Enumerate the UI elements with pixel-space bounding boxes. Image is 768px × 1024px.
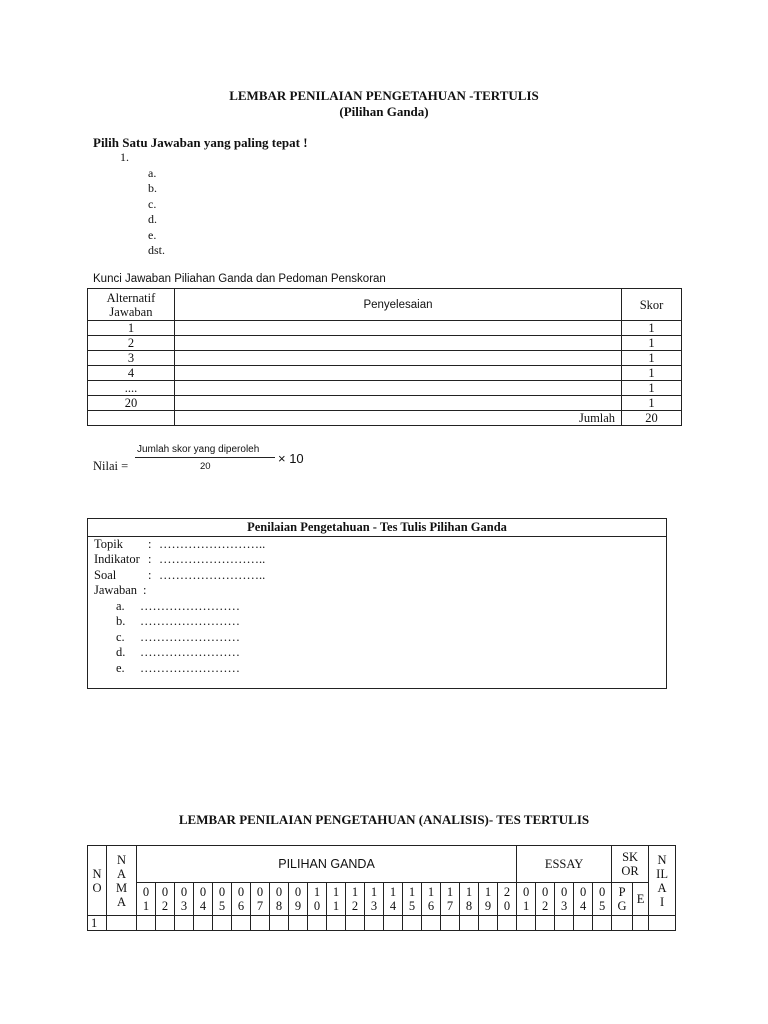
total-label: Jumlah [174, 411, 621, 426]
option-e: e. [148, 228, 157, 242]
essay-question-col-char: 2 [541, 899, 549, 913]
skor-sub-col-char: P [618, 885, 626, 899]
essay-question-col-char: 0 [598, 885, 606, 899]
pg-question-col-char: 6 [237, 899, 245, 913]
field-indikator-label: Indikator [94, 552, 140, 566]
pg-question-col-char: 0 [275, 885, 283, 899]
field-topik-label: Topik [94, 537, 123, 551]
analysis-cell [107, 916, 137, 931]
no-header-char: N [92, 866, 102, 881]
essay-question-col [593, 883, 612, 916]
page-subtitle: (Pilihan Ganda) [339, 104, 429, 119]
no-header-char: O [92, 880, 102, 895]
pg-question-col-char: 0 [256, 885, 264, 899]
analysis-column-row [88, 883, 676, 916]
solution-cell [174, 351, 621, 366]
analysis-cell [649, 916, 676, 931]
pg-question-col [498, 883, 517, 916]
analysis-cell [574, 916, 593, 931]
pilihan-ganda-header: PILIHAN GANDA [137, 846, 517, 883]
analysis-cell [441, 916, 460, 931]
skor-header [612, 846, 649, 883]
pg-question-col-char: 5 [408, 899, 416, 913]
formula-denominator: 20 [200, 461, 211, 472]
eval-option-c-value: …………………… [140, 630, 240, 644]
skor-sub-col-char: G [617, 899, 627, 913]
pg-question-col [156, 883, 175, 916]
nilai-header-char: N [657, 852, 667, 867]
table-row [88, 336, 682, 351]
pg-question-col-char: 3 [180, 899, 188, 913]
pg-question-col-char: 1 [142, 899, 150, 913]
pg-question-col [232, 883, 251, 916]
score-cell: 1 [622, 396, 682, 411]
option-a: a. [148, 166, 157, 180]
analysis-cell [403, 916, 422, 931]
pg-question-col-char: 1 [484, 885, 492, 899]
pg-question-col [365, 883, 384, 916]
option-d: d. [148, 212, 157, 226]
nilai-header-char: A [657, 880, 667, 895]
formula-numerator: Jumlah skor yang diperoleh [137, 444, 260, 455]
pg-question-col-char: 0 [294, 885, 302, 899]
nama-header [107, 846, 137, 916]
nilai-header [649, 846, 676, 916]
pg-question-col [175, 883, 194, 916]
essay-question-col-char: 1 [522, 899, 530, 913]
pg-question-col-char: 1 [465, 885, 473, 899]
essay-question-col-char: 0 [560, 885, 568, 899]
table-row [88, 396, 682, 411]
pg-question-col-char: 4 [199, 899, 207, 913]
pg-question-col-char: 1 [332, 885, 340, 899]
pg-question-col [308, 883, 327, 916]
pg-question-col-char: 7 [446, 899, 454, 913]
evaluation-box [87, 518, 667, 689]
solution-header: Penyelesaian [174, 289, 621, 321]
analysis-cell [422, 916, 441, 931]
analysis-cell [633, 916, 649, 931]
pg-question-col-char: 1 [351, 885, 359, 899]
pg-question-col [441, 883, 460, 916]
field-jawaban-sep: : [143, 583, 147, 597]
pg-question-col [251, 883, 270, 916]
pg-question-col-char: 4 [389, 899, 397, 913]
pg-question-col [289, 883, 308, 916]
pg-question-col-char: 7 [256, 899, 264, 913]
fraction-line [135, 457, 275, 458]
essay-question-col-char: 0 [541, 885, 549, 899]
pg-question-col-char: 8 [275, 899, 283, 913]
total-empty-cell [88, 411, 175, 426]
no-header [88, 846, 107, 916]
pg-question-col-char: 0 [313, 899, 321, 913]
analysis-cell [213, 916, 232, 931]
pg-question-col-char: 8 [465, 899, 473, 913]
analysis-cell [479, 916, 498, 931]
option-b: b. [148, 181, 157, 195]
analysis-cell [612, 916, 633, 931]
pg-question-col-char: 6 [427, 899, 435, 913]
eval-option-a-letter: a. [116, 599, 125, 613]
pg-question-col-char: 2 [351, 899, 359, 913]
row-number: 2 [88, 336, 175, 351]
solution-cell [174, 336, 621, 351]
pg-question-col-char: 0 [199, 885, 207, 899]
eval-option-b-letter: b. [116, 614, 126, 628]
analysis-cell [498, 916, 517, 931]
pg-question-col-char: 1 [313, 885, 321, 899]
pg-question-col-char: 0 [237, 885, 245, 899]
analysis-cell [555, 916, 574, 931]
score-header: Skor [622, 289, 682, 321]
row-number: .... [88, 381, 175, 396]
pg-question-col-char: 3 [370, 899, 378, 913]
pg-question-col-char: 1 [408, 885, 416, 899]
pg-question-col-char: 9 [294, 899, 302, 913]
formula-multiplier: × 10 [278, 451, 304, 466]
field-soal-label: Soal [94, 568, 117, 582]
essay-question-col [574, 883, 593, 916]
analysis-cell [232, 916, 251, 931]
essay-question-col [536, 883, 555, 916]
eval-option-e-value: …………………… [140, 661, 240, 675]
pg-question-col-char: 1 [332, 899, 340, 913]
score-cell: 1 [622, 321, 682, 336]
solution-cell [174, 366, 621, 381]
table-row [88, 366, 682, 381]
instruction: Pilih Satu Jawaban yang paling tepat ! [93, 135, 308, 150]
skor-sub-col [633, 883, 649, 916]
table-row [88, 381, 682, 396]
pg-question-col [403, 883, 422, 916]
row-number: 4 [88, 366, 175, 381]
analysis-cell [137, 916, 156, 931]
nilai-header-char: I [659, 894, 665, 909]
field-topik-value: …………………….. [159, 537, 266, 551]
essay-question-col [555, 883, 574, 916]
analysis-cell [365, 916, 384, 931]
solution-cell [174, 321, 621, 336]
skor-header-line: OR [621, 864, 639, 878]
essay-question-col-char: 0 [579, 885, 587, 899]
field-soal-sep: : [148, 568, 152, 582]
pg-question-col-char: 1 [427, 885, 435, 899]
pg-question-col [137, 883, 156, 916]
analysis-cell [251, 916, 270, 931]
essay-question-col [517, 883, 536, 916]
pg-question-col [194, 883, 213, 916]
pg-question-col-char: 0 [503, 899, 511, 913]
analysis-cell [156, 916, 175, 931]
nama-header-char: A [116, 866, 127, 881]
pg-question-col [384, 883, 403, 916]
eval-option-d-value: …………………… [140, 645, 240, 659]
pg-question-col-char: 2 [161, 899, 169, 913]
pg-question-col [327, 883, 346, 916]
pg-question-col-char: 0 [161, 885, 169, 899]
alt-answer-header-line1: Alternatif [106, 290, 156, 305]
score-cell: 1 [622, 336, 682, 351]
analysis-cell [460, 916, 479, 931]
row-number: 3 [88, 351, 175, 366]
eval-option-c-letter: c. [116, 630, 125, 644]
table-row [88, 321, 682, 336]
field-topik-sep: : [148, 537, 152, 551]
total-value: 20 [622, 411, 682, 426]
analysis-title: LEMBAR PENILAIAN PENGETAHUAN (ANALISIS)- TES TERTULIS [178, 812, 590, 827]
total-row [88, 411, 682, 426]
analysis-cell [289, 916, 308, 931]
field-soal-value: …………………….. [159, 568, 266, 582]
nama-header-char: M [115, 880, 128, 895]
analysis-cell [346, 916, 365, 931]
nilai-header-char: IL [656, 866, 668, 881]
pg-question-col-char: 9 [484, 899, 492, 913]
option-dst: dst. [148, 243, 166, 257]
analysis-cell [175, 916, 194, 931]
pg-question-col-char: 1 [370, 885, 378, 899]
pg-question-col-char: 0 [142, 885, 150, 899]
row-number: 20 [88, 396, 175, 411]
solution-cell [174, 396, 621, 411]
analysis-cell [308, 916, 327, 931]
analysis-cell [536, 916, 555, 931]
score-cell: 1 [622, 366, 682, 381]
nama-header-char: A [116, 894, 127, 909]
field-indikator-sep: : [148, 552, 152, 566]
analysis-cell [384, 916, 403, 931]
page-title: LEMBAR PENILAIAN PENGETAHUAN -TERTULIS [229, 88, 539, 103]
essay-question-col-char: 4 [579, 899, 587, 913]
skor-sub-col-char: E [636, 892, 645, 906]
field-indikator-value: …………………….. [159, 552, 266, 566]
pg-question-col-char: 1 [446, 885, 454, 899]
row-number: 1 [88, 916, 107, 931]
pg-question-col [479, 883, 498, 916]
analysis-cell [593, 916, 612, 931]
pg-question-col-char: 0 [180, 885, 188, 899]
pg-question-col [422, 883, 441, 916]
nama-header-char: N [116, 852, 127, 867]
score-cell: 1 [622, 381, 682, 396]
pg-question-col [460, 883, 479, 916]
essay-header: ESSAY [517, 846, 612, 883]
eval-option-e-letter: e. [116, 661, 125, 675]
pg-question-col [346, 883, 365, 916]
eval-option-d-letter: d. [116, 645, 126, 659]
solution-cell [174, 381, 621, 396]
essay-question-col-char: 0 [522, 885, 530, 899]
analysis-header-row [88, 846, 676, 883]
essay-question-col-char: 5 [598, 899, 606, 913]
essay-question-col-char: 3 [560, 899, 568, 913]
pg-question-col [270, 883, 289, 916]
answer-key-table [87, 288, 682, 426]
option-c: c. [148, 197, 157, 211]
alt-answer-header [88, 289, 175, 321]
eval-option-b-value: …………………… [140, 614, 240, 628]
table-row [88, 351, 682, 366]
skor-header-line: SK [622, 850, 639, 864]
field-jawaban-label: Jawaban [94, 583, 138, 597]
score-cell: 1 [622, 351, 682, 366]
pg-question-col-char: 2 [503, 885, 511, 899]
analysis-cell [194, 916, 213, 931]
analysis-cell [327, 916, 346, 931]
eval-option-a-value: …………………… [140, 599, 240, 613]
pg-question-col-char: 5 [218, 899, 226, 913]
alt-answer-header-line2: Jawaban [109, 304, 153, 319]
skor-sub-col [612, 883, 633, 916]
evaluation-box-header: Penilaian Pengetahuan - Tes Tulis Pilihan Ganda [88, 519, 666, 537]
formula-label: Nilai = [93, 459, 129, 473]
pg-question-col [213, 883, 232, 916]
pg-question-col-char: 0 [218, 885, 226, 899]
analysis-data-row [88, 916, 676, 931]
question-number: 1. [120, 150, 129, 164]
analysis-table [87, 845, 676, 931]
analysis-cell [517, 916, 536, 931]
row-number: 1 [88, 321, 175, 336]
pg-question-col-char: 1 [389, 885, 397, 899]
key-table-caption: Kunci Jawaban Piliahan Ganda dan Pedoman Penskoran [93, 273, 386, 285]
table-header-row [88, 289, 682, 321]
analysis-cell [270, 916, 289, 931]
